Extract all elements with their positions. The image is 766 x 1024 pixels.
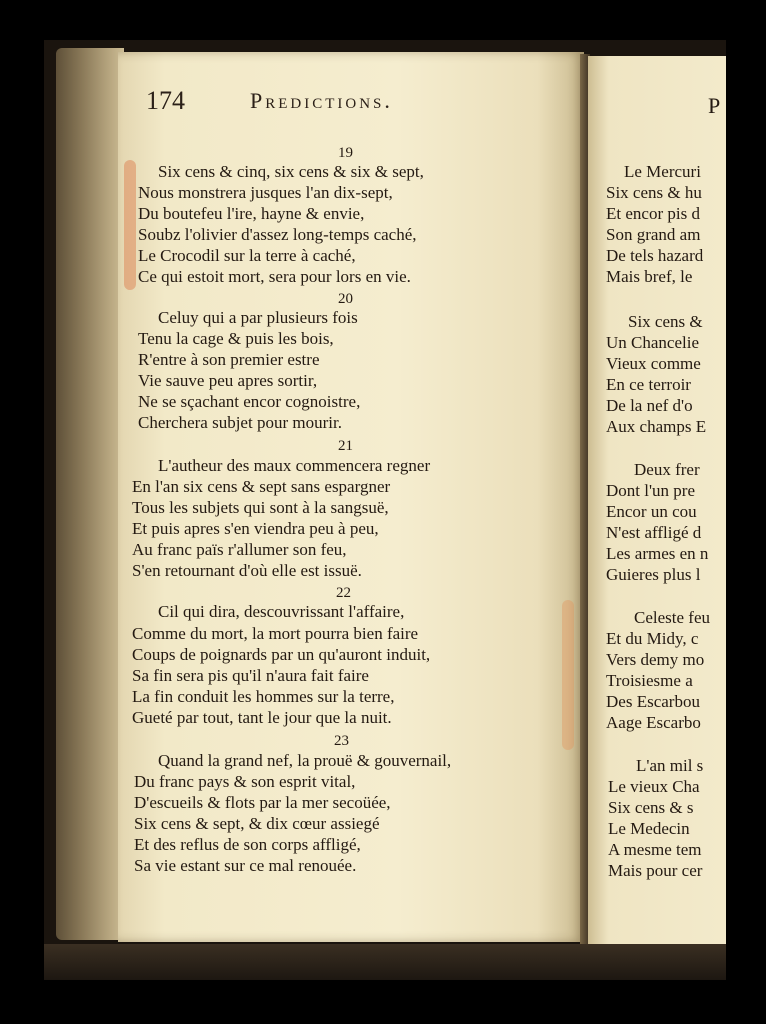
verse-line: Aux champs E xyxy=(606,417,707,436)
verse-line: Six cens & xyxy=(628,312,703,331)
verse-line: Guieres plus l xyxy=(606,565,701,584)
verse-line: Et du Midy, c xyxy=(606,629,699,648)
verse-line: Du boutefeu l'ire, hayne & envie, xyxy=(138,204,365,223)
verse-line: Soubz l'olivier d'assez long-temps caché, xyxy=(138,225,417,244)
stanza-number: 19 xyxy=(338,145,353,161)
verse-line: Tenu la cage & puis les bois, xyxy=(138,329,334,348)
verse-line: Gueté par tout, tant le jour que la nuit. xyxy=(132,708,392,727)
verse-line: Ce qui estoit mort, sera pour lors en vie. xyxy=(138,267,411,286)
verse-line: Le Medecin xyxy=(608,819,690,838)
verse-line: Mais pour cer xyxy=(608,861,703,880)
verse-line: Sa fin sera pis qu'il n'aura fait faire xyxy=(132,666,369,685)
verse-line: Un Chancelie xyxy=(606,333,699,352)
verse-line: Nous monstrera jusques l'an dix-sept, xyxy=(138,183,393,202)
verse-line: Six cens & s xyxy=(608,798,694,817)
verse-line: Dont l'un pre xyxy=(606,481,695,500)
verse-line: N'est affligé d xyxy=(606,523,702,542)
verse-line: En l'an six cens & sept sans espargner xyxy=(132,477,391,496)
verse-line: Et puis apres s'en viendra peu à peu, xyxy=(132,519,379,538)
verse-line: L'an mil s xyxy=(636,756,704,775)
verse-line: A mesme tem xyxy=(608,840,702,859)
verse-line: R'entre à son premier estre xyxy=(138,350,320,369)
verse-line: En ce terroir xyxy=(606,375,691,394)
verse-line: L'autheur des maux commencera regner xyxy=(158,456,431,475)
verse-line: De tels hazard xyxy=(606,246,704,265)
verse-line: Sa vie estant sur ce mal renouée. xyxy=(134,856,357,875)
verse-line: Six cens & sept, & dix cœur assiegé xyxy=(134,814,380,833)
verse-line: Des Escarbou xyxy=(606,692,700,711)
verse-line: Le vieux Cha xyxy=(608,777,700,796)
verse-line: Et des reflus de son corps affligé, xyxy=(134,835,361,854)
stanza-number: 22 xyxy=(336,585,351,601)
verse-line: Deux frer xyxy=(634,460,700,479)
verse-line: Tous les subjets qui sont à la sangsuë, xyxy=(132,498,389,517)
verse-line: Du franc pays & son esprit vital, xyxy=(134,772,356,791)
verse-line: La fin conduit les hommes sur la terre, xyxy=(132,687,395,706)
verse-line: Six cens & cinq, six cens & six & sept, xyxy=(158,162,424,181)
page-number: 174 xyxy=(146,86,185,115)
verse-line: Troisiesme a xyxy=(606,671,693,690)
verse-line: Encor un cou xyxy=(606,502,697,521)
verse-line: Comme du mort, la mort pourra bien faire xyxy=(132,624,419,643)
running-title: Predictions. xyxy=(250,88,393,113)
verse-line: Celeste feu xyxy=(634,608,710,627)
verse-line: Quand la grand nef, la prouë & gouvernail, xyxy=(158,751,452,770)
stanza-number: 23 xyxy=(334,733,349,749)
verse-line: D'escueils & flots par la mer secoüée, xyxy=(134,793,391,812)
stanza-number: 21 xyxy=(338,438,353,454)
verse-line: Au franc païs r'allumer son feu, xyxy=(132,540,347,559)
right-page-text xyxy=(588,56,726,944)
verse-line: Mais bref, le xyxy=(606,267,693,286)
verse-line: Son grand am xyxy=(606,225,701,244)
verse-line: Et encor pis d xyxy=(606,204,700,223)
verse-line: S'en retournant d'où elle est issuë. xyxy=(132,561,362,580)
verse-line: Vieux comme xyxy=(606,354,701,373)
verse-line: Cil qui dira, descouvrissant l'affaire, xyxy=(158,602,405,621)
verse-line: De la nef d'o xyxy=(606,396,693,415)
verse-line: Six cens & hu xyxy=(606,183,702,202)
verse-line: Aage Escarbo xyxy=(606,713,701,732)
verse-line: Le Mercuri xyxy=(624,162,701,181)
stanza-number: 20 xyxy=(338,291,353,307)
verse-line: Cherchera subjet pour mourir. xyxy=(138,413,342,432)
verse-line: Vers demy mo xyxy=(606,650,705,669)
right-header-fragment: P xyxy=(708,93,721,118)
verse-line: Ne se sçachant encor cognoistre, xyxy=(138,392,361,411)
verse-line: Le Crocodil sur la terre à caché, xyxy=(138,246,356,265)
verse-line: Coups de poignards par un qu'auront induit, xyxy=(132,645,431,664)
verse-line: Vie sauve peu apres sortir, xyxy=(138,371,318,390)
verse-line: Les armes en n xyxy=(606,544,709,563)
verse-line: Celuy qui a par plusieurs fois xyxy=(158,308,358,327)
